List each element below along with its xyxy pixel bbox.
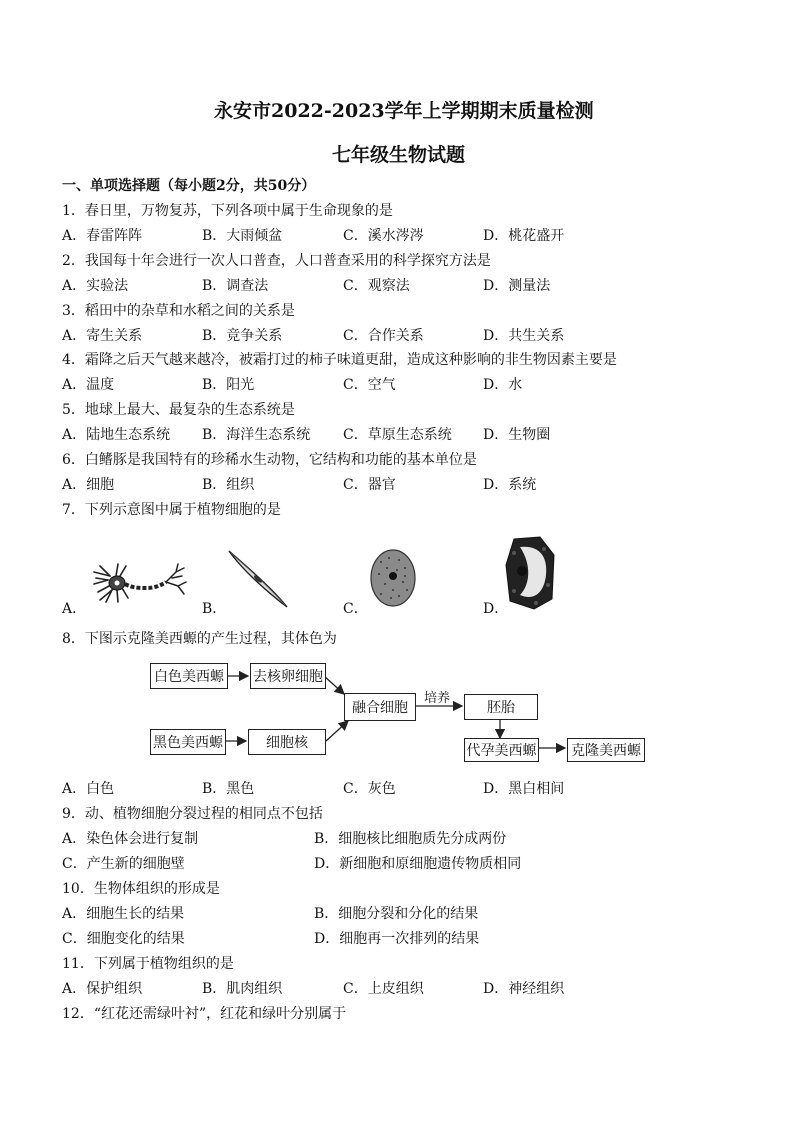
option: A． — [62, 601, 87, 617]
option: B． — [202, 601, 227, 617]
flow-box-black: 黑色美西螈 — [150, 729, 226, 755]
question-stem: 11．下列属于植物组织的是 — [62, 956, 234, 972]
question-stem: 5．地球上最大、最复杂的生态系统是 — [62, 402, 295, 418]
option: B．阳光 — [202, 377, 255, 393]
question-stem: 6．白鳍豚是我国特有的珍稀水生动物，它结构和功能的基本单位是 — [62, 452, 477, 468]
option: B．组织 — [202, 477, 255, 493]
flow-box-clone: 克隆美西螈 — [567, 738, 645, 762]
option: C．上皮组织 — [343, 981, 424, 997]
option: C．合作关系 — [343, 328, 424, 344]
question-stem: 4．霜降之后天气越来越冷，被霜打过的柿子味道更甜，造成这种影响的非生物因素主要是 — [62, 352, 617, 368]
question-stem: 8．下图示克隆美西螈的产生过程，其体色为 — [62, 631, 337, 647]
question-stem: 2．我国每十年会进行一次人口普查，人口普查采用的科学探究方法是 — [62, 253, 491, 269]
option: A．细胞 — [62, 477, 115, 493]
option: D．测量法 — [483, 278, 551, 294]
flow-box-white: 白色美西螈 — [150, 663, 228, 689]
option: C．草原生态系统 — [343, 427, 452, 443]
option: B．黑色 — [202, 781, 255, 797]
option: D．新细胞和原细胞遗传物质相同 — [314, 856, 522, 872]
option: D．共生关系 — [483, 328, 565, 344]
option: A．春雷阵阵 — [62, 228, 143, 244]
option: D．系统 — [483, 477, 537, 493]
option: A．寄生关系 — [62, 328, 143, 344]
option: D．生物圈 — [483, 427, 551, 443]
option: B．肌肉组织 — [202, 981, 283, 997]
option: C．细胞变化的结果 — [62, 931, 185, 947]
page-subtitle: 七年级生物试题 — [332, 144, 466, 166]
flow-box-surrogate: 代孕美西螈 — [464, 738, 539, 762]
question-stem: 1．春日里，万物复苏，下列各项中属于生命现象的是 — [62, 203, 393, 219]
flow-box-embryo: 胚胎 — [464, 694, 538, 720]
option: D．神经组织 — [483, 981, 565, 997]
option: C．观察法 — [343, 278, 410, 294]
option: C． — [343, 601, 368, 617]
flow-box-fused: 融合细胞 — [344, 693, 416, 721]
option: D．黑白相间 — [483, 781, 565, 797]
option: C．溪水涔涔 — [343, 228, 424, 244]
option: B．细胞分裂和分化的结果 — [314, 906, 479, 922]
option: D．水 — [483, 377, 523, 393]
option: C．器官 — [343, 477, 396, 493]
option: A．温度 — [62, 377, 115, 393]
flow-box-enucleated: 去核卵细胞 — [250, 663, 326, 689]
option: A．保护组织 — [62, 981, 143, 997]
option: D．细胞再一次排列的结果 — [314, 931, 480, 947]
option: B．海洋生态系统 — [202, 427, 311, 443]
option: C．空气 — [343, 377, 396, 393]
option: C．灰色 — [343, 781, 396, 797]
question-stem: 12．“红花还需绿叶衬”，红花和绿叶分别属于 — [62, 1006, 347, 1022]
option: B．细胞核比细胞质先分成两份 — [314, 831, 507, 847]
flow-label-culture: 培养 — [424, 691, 451, 706]
option: B．竞争关系 — [202, 328, 283, 344]
option: C．产生新的细胞壁 — [62, 856, 185, 872]
option: A．实验法 — [62, 278, 129, 294]
option: A．白色 — [62, 781, 115, 797]
section-heading: 一、单项选择题（每小题2分，共50分） — [62, 178, 316, 194]
question-stem: 7．下列示意图中属于植物细胞的是 — [62, 502, 281, 518]
option: B．大雨倾盆 — [202, 228, 283, 244]
option: D．桃花盛开 — [483, 228, 565, 244]
question-stem: 3．稻田中的杂草和水稻之间的关系是 — [62, 303, 295, 319]
option: A．染色体会进行复制 — [62, 831, 199, 847]
option: B．调查法 — [202, 278, 269, 294]
option: A．陆地生态系统 — [62, 427, 171, 443]
question-stem: 10．生物体组织的形成是 — [62, 881, 220, 897]
flow-box-nucleus: 细胞核 — [248, 729, 326, 755]
page-title: 永安市2022-2023学年上学期期末质量检测 — [214, 100, 594, 122]
option: A．细胞生长的结果 — [62, 906, 185, 922]
option: D． — [483, 601, 509, 617]
question-stem: 9．动、植物细胞分裂过程的相同点不包括 — [62, 806, 323, 822]
